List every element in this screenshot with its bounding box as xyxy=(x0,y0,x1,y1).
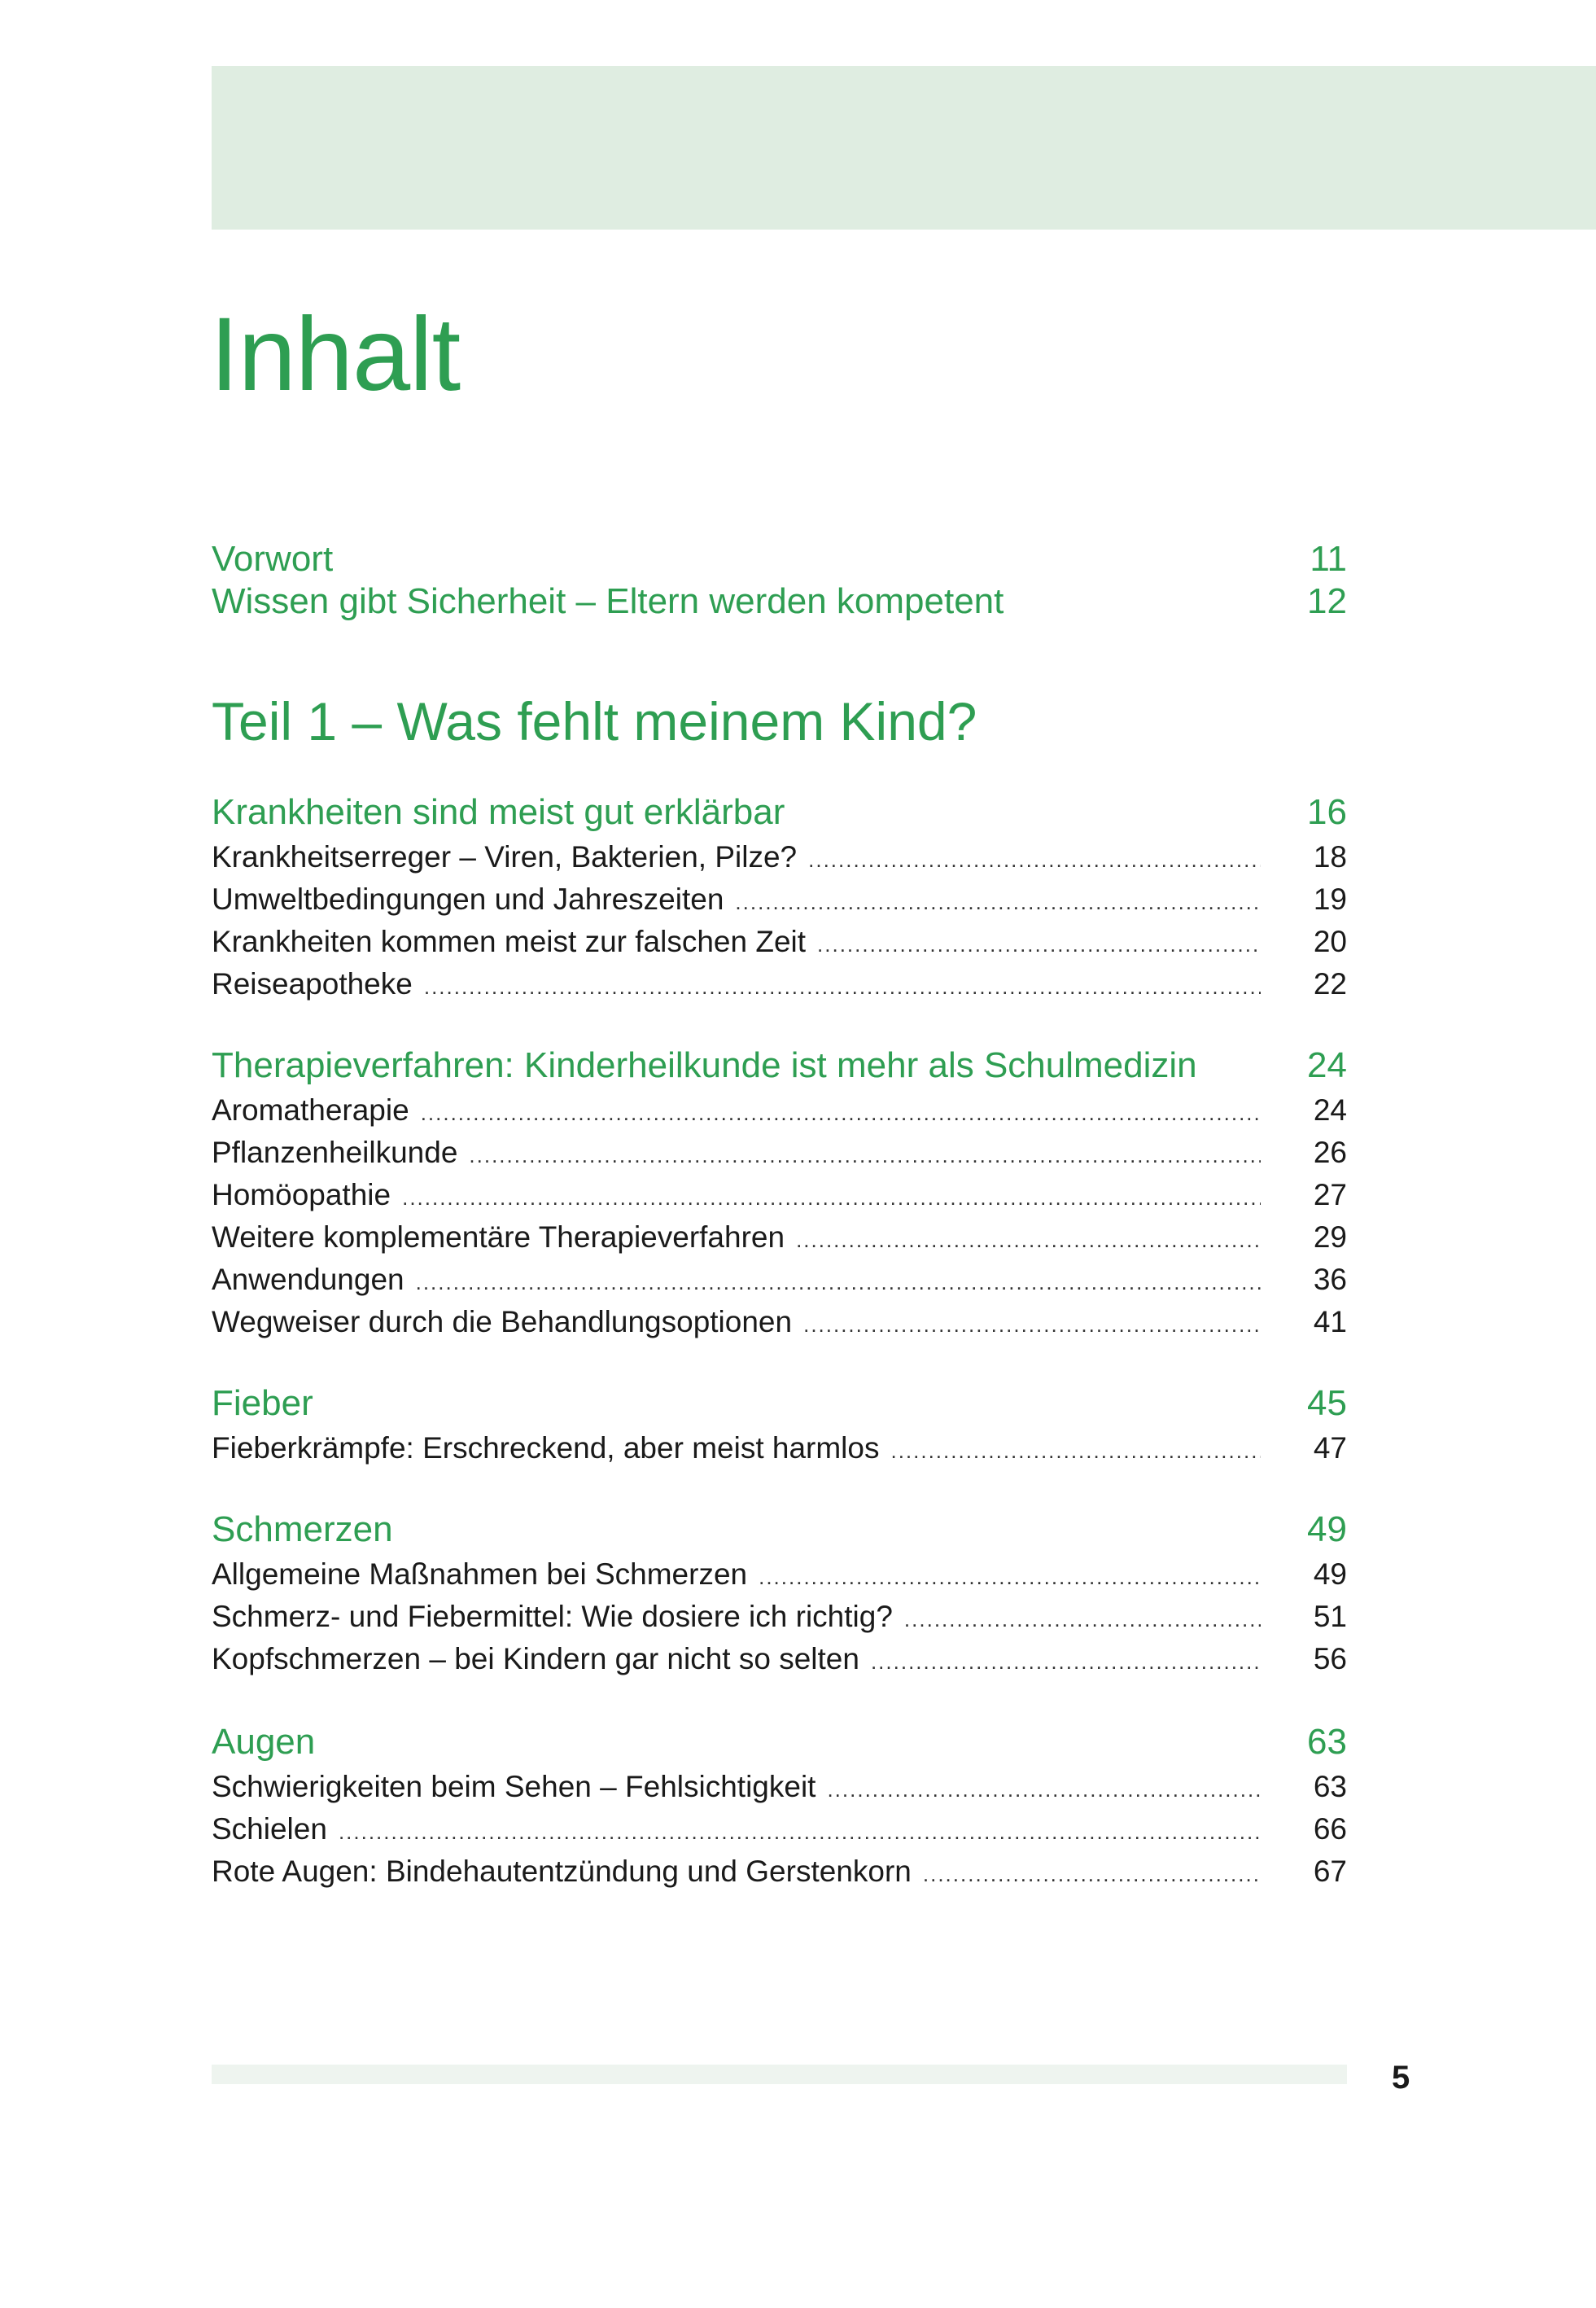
section-heading[interactable] xyxy=(212,792,1347,833)
section-heading-label: Augen xyxy=(212,1722,316,1762)
toc-entry-page: 11 xyxy=(1310,539,1347,579)
toc-entry-label: Pflanzenheilkunde xyxy=(212,1136,458,1169)
toc-entry-page: 41 xyxy=(1313,1305,1347,1338)
section-heading-page: 24 xyxy=(1307,1045,1347,1085)
dot-leader xyxy=(803,1312,1261,1338)
section-heading-page: 63 xyxy=(1307,1722,1347,1762)
toc-entry-page: 20 xyxy=(1313,925,1347,958)
dot-leader xyxy=(890,1439,1261,1464)
toc-entry-label: Vorwort xyxy=(212,539,334,579)
header-band xyxy=(212,66,1596,230)
toc-entry[interactable] xyxy=(212,840,1347,874)
toc-entry-label: Wissen gibt Sicherheit – Eltern werden kompetent xyxy=(212,581,1004,621)
toc-entry-page: 27 xyxy=(1313,1178,1347,1211)
toc-entry[interactable] xyxy=(212,1136,1347,1170)
dot-leader xyxy=(796,1228,1261,1253)
dot-leader xyxy=(339,1820,1261,1845)
toc-entry[interactable] xyxy=(212,1093,1347,1128)
toc-entry-page: 56 xyxy=(1313,1642,1347,1675)
toc-entry-page: 24 xyxy=(1313,1093,1347,1127)
section-heading-label: Fieber xyxy=(212,1383,313,1423)
toc-entry[interactable] xyxy=(212,1642,1347,1676)
toc-entry[interactable] xyxy=(212,1178,1347,1212)
section-heading-label: Schmerzen xyxy=(212,1509,393,1549)
toc-entry[interactable] xyxy=(212,1220,1347,1255)
toc-entry-page: 12 xyxy=(1307,581,1347,621)
section-heading[interactable] xyxy=(212,1045,1347,1086)
dot-leader xyxy=(871,1649,1261,1675)
toc-entry[interactable] xyxy=(212,1770,1347,1804)
section-heading-page: 45 xyxy=(1307,1383,1347,1423)
toc-entry-label: Fieberkrämpfe: Erschreckend, aber meist harmlos xyxy=(212,1431,880,1465)
dot-leader xyxy=(735,890,1261,915)
toc-entry-page: 26 xyxy=(1313,1136,1347,1169)
toc-entry-label: Schielen xyxy=(212,1812,327,1846)
toc-entry-label: Anwendungen xyxy=(212,1263,404,1296)
dot-leader xyxy=(469,1143,1261,1168)
toc-entry-page: 47 xyxy=(1313,1431,1347,1465)
dot-leader xyxy=(904,1607,1261,1632)
page-title: Inhalt xyxy=(210,296,461,413)
toc-entry-page: 22 xyxy=(1313,967,1347,1001)
toc-entry-label: Schwierigkeiten beim Sehen – Fehlsichtigkeit xyxy=(212,1770,816,1803)
toc-entry-page: 51 xyxy=(1313,1600,1347,1633)
section-heading-page: 49 xyxy=(1307,1509,1347,1549)
toc-entry-page: 36 xyxy=(1313,1263,1347,1296)
toc-entry-label: Krankheiten kommen meist zur falschen Zeit xyxy=(212,925,807,958)
toc-entry-label: Reiseapotheke xyxy=(212,967,413,1001)
toc-entry-page: 29 xyxy=(1313,1220,1347,1254)
toc-entry-page: 63 xyxy=(1313,1770,1347,1803)
section-heading[interactable] xyxy=(212,1722,1347,1763)
toc-entry[interactable] xyxy=(212,1557,1347,1592)
section-heading-label: Krankheiten sind meist gut erklärbar xyxy=(212,792,785,832)
toc-entry[interactable] xyxy=(212,1263,1347,1297)
toc-entry[interactable] xyxy=(212,882,1347,917)
toc-front-entry[interactable] xyxy=(212,539,1347,580)
toc-entry-label: Wegweiser durch die Behandlungsoptionen xyxy=(212,1305,793,1338)
toc-entry-page: 49 xyxy=(1313,1557,1347,1591)
toc-entry-label: Aromatherapie xyxy=(212,1093,409,1127)
toc-entry[interactable] xyxy=(212,1812,1347,1846)
toc-entry-label: Krankheitserreger – Viren, Bakterien, Pilze? xyxy=(212,840,798,874)
toc-entry[interactable] xyxy=(212,925,1347,959)
toc-entry-label: Kopfschmerzen – bei Kindern gar nicht so selten xyxy=(212,1642,859,1675)
toc-entry[interactable] xyxy=(212,1600,1347,1634)
part-heading: Teil 1 – Was fehlt meinem Kind? xyxy=(212,691,977,751)
dot-leader xyxy=(421,1101,1261,1126)
dot-leader xyxy=(424,974,1261,1000)
dot-leader xyxy=(759,1565,1261,1590)
toc-entry-page: 18 xyxy=(1313,840,1347,874)
toc-front-entry[interactable] xyxy=(212,581,1347,622)
section-heading-label: Therapieverfahren: Kinderheilkunde ist mehr als Schulmedizin xyxy=(212,1045,1197,1085)
dot-leader xyxy=(416,1270,1261,1295)
toc-entry-page: 67 xyxy=(1313,1855,1347,1888)
dot-leader xyxy=(923,1862,1261,1887)
section-heading[interactable] xyxy=(212,1383,1347,1424)
toc-entry-label: Umweltbedingungen und Jahreszeiten xyxy=(212,882,724,916)
section-heading-page: 16 xyxy=(1307,792,1347,832)
page-number: 5 xyxy=(1392,2060,1410,2096)
toc-entry-label: Weitere komplementäre Therapieverfahren xyxy=(212,1220,785,1254)
section-heading[interactable] xyxy=(212,1509,1347,1550)
toc-entry[interactable] xyxy=(212,1305,1347,1339)
dot-leader xyxy=(827,1777,1261,1802)
dot-leader xyxy=(402,1185,1261,1211)
dot-leader xyxy=(808,847,1261,873)
dot-leader xyxy=(817,932,1261,957)
toc-entry-label: Homöopathie xyxy=(212,1178,391,1211)
toc-entry-page: 66 xyxy=(1313,1812,1347,1846)
toc-entry-label: Schmerz- und Fiebermittel: Wie dosiere ich richtig? xyxy=(212,1600,893,1633)
toc-entry-label: Allgemeine Maßnahmen bei Schmerzen xyxy=(212,1557,748,1591)
toc-entry[interactable] xyxy=(212,967,1347,1001)
toc-entry[interactable] xyxy=(212,1431,1347,1465)
toc-entry[interactable] xyxy=(212,1855,1347,1889)
toc-entry-page: 19 xyxy=(1313,882,1347,916)
toc-entry-label: Rote Augen: Bindehautentzündung und Gerstenkorn xyxy=(212,1855,912,1888)
footer-band xyxy=(212,2065,1347,2084)
